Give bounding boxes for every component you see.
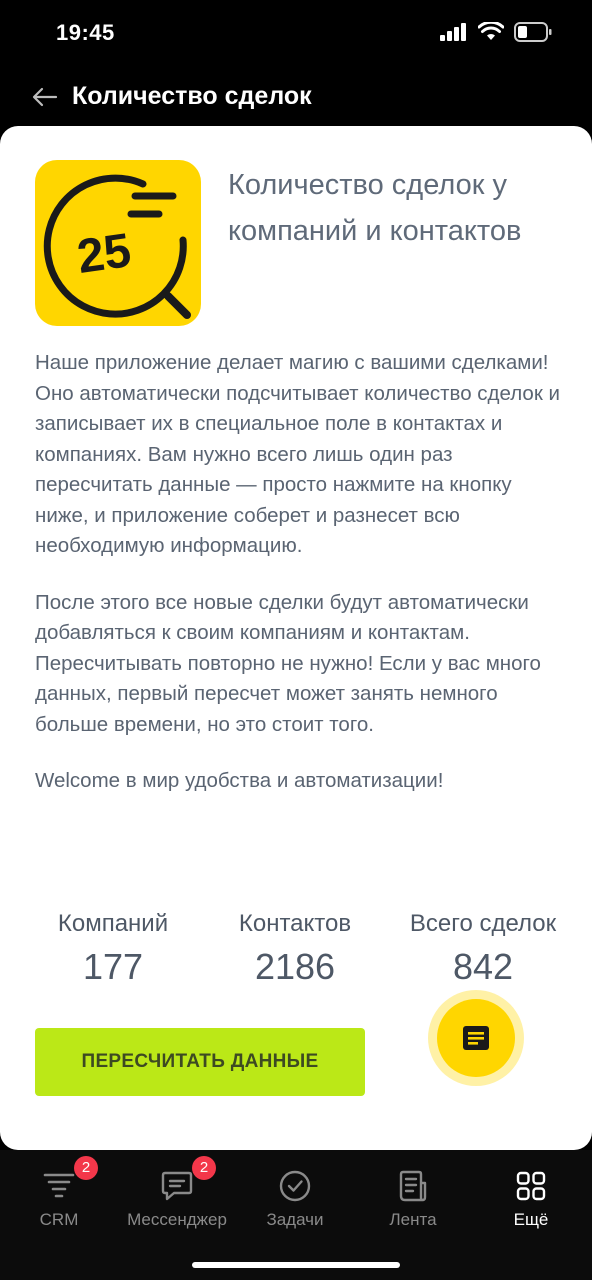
tab-messenger[interactable]	[122, 1159, 232, 1230]
check-circle-icon	[278, 1169, 312, 1203]
app-header	[0, 72, 592, 122]
stats-row	[35, 910, 575, 1000]
app-description	[35, 348, 565, 823]
feed-icon	[397, 1169, 429, 1203]
crm-icon	[42, 1170, 76, 1202]
tab-label: Лента	[389, 1210, 437, 1229]
fab-inner	[437, 999, 515, 1077]
page-title: Количество сделок	[72, 82, 312, 110]
arrow-left-icon	[32, 87, 58, 107]
tab-icon-wrap	[122, 1159, 232, 1204]
cellular-signal-icon	[440, 23, 468, 41]
stat-label: Контактов	[238, 910, 352, 937]
magnifier-counter-icon	[35, 160, 201, 326]
tab-feed[interactable]	[358, 1168, 468, 1230]
description-paragraph-3: Welcome в мир удобства и автоматизации!	[35, 769, 444, 792]
wifi-icon	[478, 22, 504, 42]
tab-label: Мессенджер	[127, 1210, 227, 1229]
app-logo	[35, 160, 201, 326]
stat-value: 177	[82, 946, 144, 987]
status-time: 19:45	[56, 20, 115, 45]
tab-label: Ещё	[513, 1210, 549, 1229]
tab-icon-wrap	[240, 1168, 350, 1204]
notes-fab[interactable]	[428, 990, 524, 1086]
description-paragraph-1: Наше приложение делает магию с вашими сделками! Оно автоматически подсчитывает количество сделок и записывает их в специальное поле в контактах и компаниях. Вам нужно всего лишь один раз пересчитать данные — просто нажмите на кнопку ниже, и приложение соберет и разнесет всю необходимую информацию.	[35, 351, 560, 557]
messenger-badge: 2	[192, 1156, 216, 1180]
description-paragraph-2: После этого все новые сделки будут автоматически добавляться к своим компаниям и контактам. Пересчитывать повторно не нужно! Если у вас много данных, первый пересчет может занять немного больше времени, но это стоит того.	[35, 590, 541, 736]
stat-deals	[393, 910, 573, 988]
chat-icon	[160, 1169, 194, 1203]
stat-value: 2186	[254, 946, 336, 987]
tab-label: CRM	[39, 1210, 79, 1229]
status-bar	[0, 0, 592, 70]
tab-crm[interactable]	[4, 1159, 114, 1230]
back-button[interactable]	[30, 82, 60, 112]
tab-icon-wrap	[476, 1168, 586, 1204]
logo-number: 25	[74, 224, 135, 285]
recalculate-button[interactable]: ПЕРЕСЧИТАТЬ ДАННЫЕ	[35, 1028, 365, 1096]
document-icon	[461, 1024, 491, 1052]
status-icons	[440, 22, 552, 42]
bottom-tab-bar	[0, 1150, 592, 1280]
app-card	[0, 126, 592, 1150]
tab-label: Задачи	[266, 1210, 324, 1229]
stat-label: Всего сделок	[409, 910, 557, 937]
crm-badge: 2	[74, 1156, 98, 1180]
tab-tasks[interactable]	[240, 1168, 350, 1230]
home-indicator[interactable]	[192, 1262, 400, 1268]
tab-icon-wrap	[4, 1159, 114, 1204]
app-title: Количество сделок у компаний и контактов	[228, 169, 522, 247]
grid-icon	[515, 1170, 547, 1202]
stat-value: 842	[452, 946, 514, 987]
tab-more[interactable]	[476, 1168, 586, 1230]
stat-label: Компаний	[57, 910, 169, 937]
stat-contacts	[225, 910, 365, 988]
tab-icon-wrap	[358, 1168, 468, 1204]
stat-companies	[43, 910, 183, 988]
battery-icon	[514, 22, 552, 42]
